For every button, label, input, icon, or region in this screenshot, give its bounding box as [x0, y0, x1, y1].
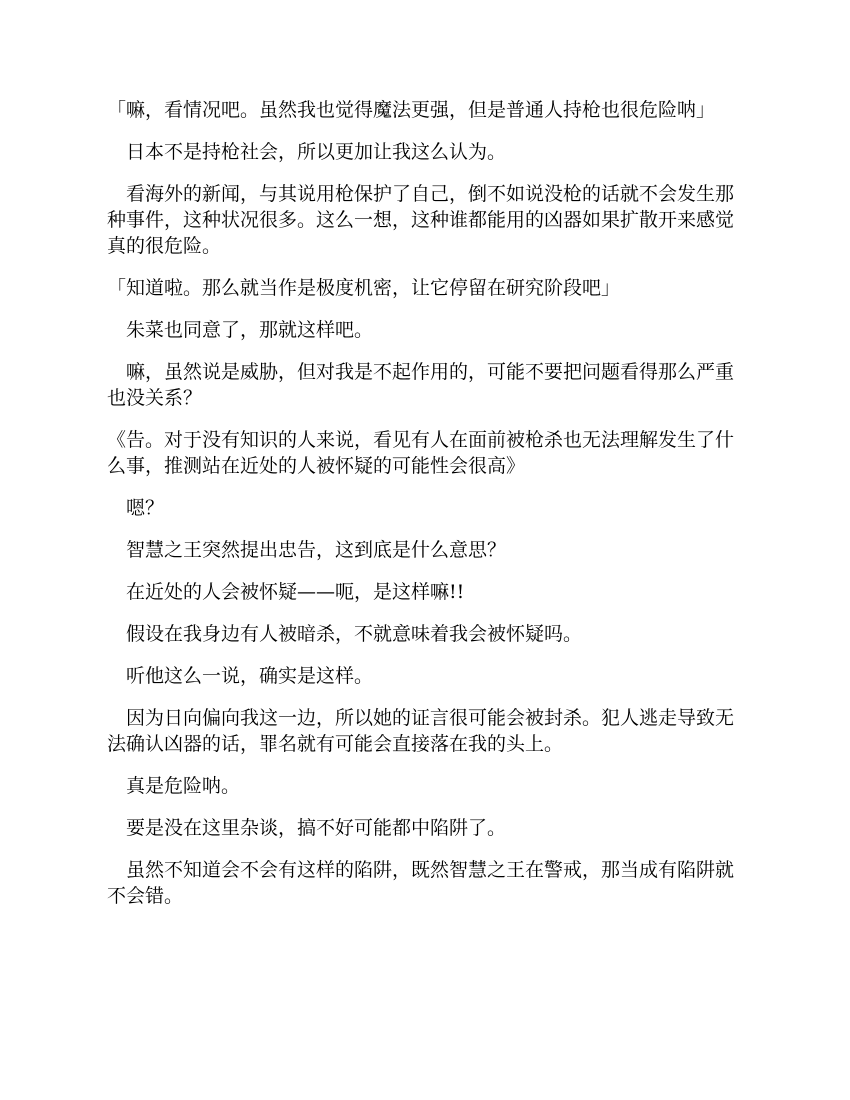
body-text — [107, 97, 747, 925]
paragraph-8: 嗯？ — [126, 497, 165, 519]
paragraph-7: 《告。对于没有知识的人来说，看见有人在面前被枪杀也无法理解发生了什么事，推测站在近处的人被怀疑的可能性会很高》 — [107, 429, 735, 477]
paragraph-11: 假设在我身边有人被暗杀，不就意味着我会被怀疑吗。 — [126, 623, 583, 645]
paragraph-5: 朱菜也同意了，那就这样吧。 — [126, 319, 374, 341]
paragraph-15: 要是没在这里杂谈，搞不好可能都中陷阱了。 — [126, 817, 507, 839]
paragraph-13: 因为日向偏向我这一边，所以她的证言很可能会被封杀。犯人逃走导致无法确认凶器的话，罪名就有可能会直接落在我的头上。 — [107, 707, 735, 755]
paragraph-14: 真是危险呐。 — [126, 775, 241, 797]
paragraph-10: 在近处的人会被怀疑——呃，是这样嘛!! — [126, 581, 465, 603]
paragraph-6: 嘛，虽然说是威胁，但对我是不起作用的，可能不要把问题看得那么严重也没关系？ — [107, 361, 735, 409]
paragraph-4: 「知道啦。那么就当作是极度机密，让它停留在研究阶段吧」 — [107, 277, 621, 299]
paragraph-12: 听他这么一说，确实是这样。 — [126, 665, 374, 687]
paragraph-3: 看海外的新闻，与其说用枪保护了自己，倒不如说没枪的话就不会发生那种事件，这种状况很多。这么一想，这种谁都能用的凶器如果扩散开来感觉真的很危险。 — [107, 183, 735, 257]
paragraph-9: 智慧之王突然提出忠告，这到底是什么意思？ — [126, 539, 507, 561]
paragraph-2: 日本不是持枪社会，所以更加让我这么认为。 — [126, 141, 507, 163]
paragraph-1: 「嘛，看情况吧。虽然我也觉得魔法更强，但是普通人持枪也很危险呐」 — [107, 99, 716, 121]
paragraph-16: 虽然不知道会不会有这样的陷阱，既然智慧之王在警戒，那当成有陷阱就不会错。 — [107, 859, 735, 907]
